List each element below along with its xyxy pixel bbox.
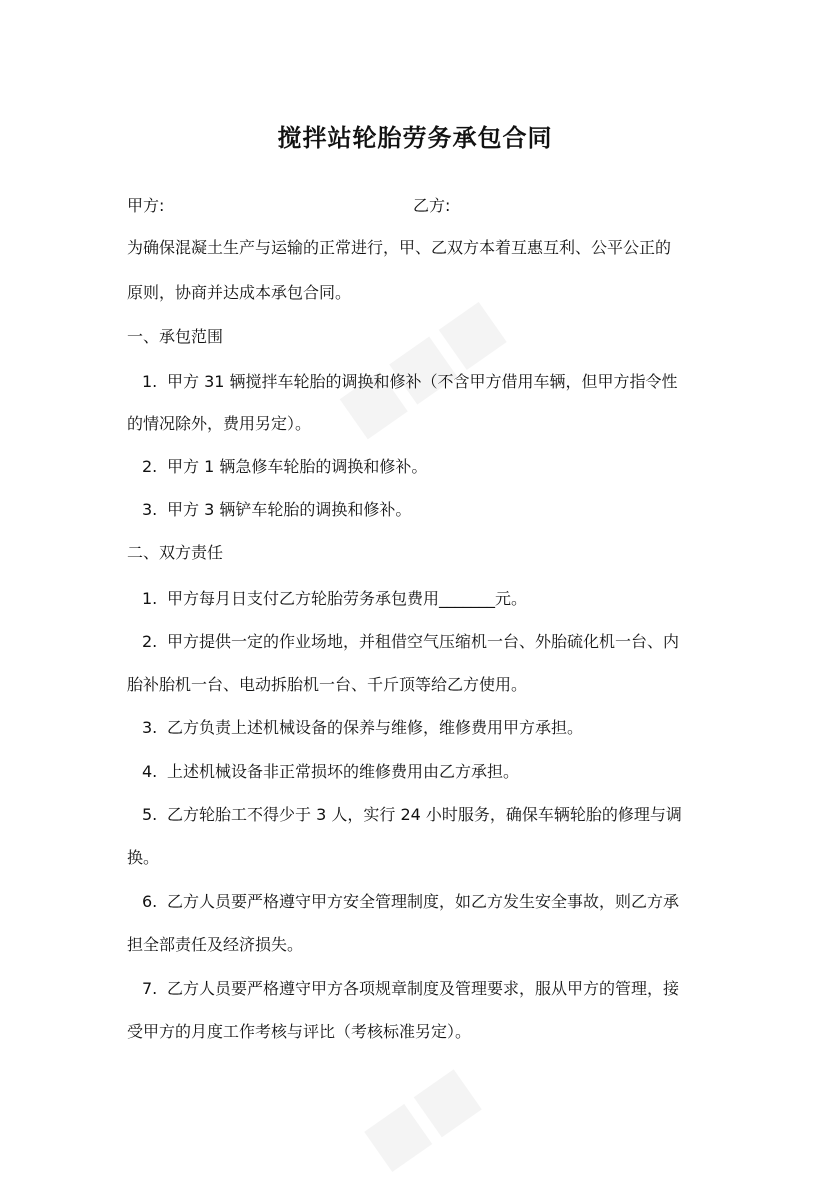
item-continuation: 担全部责任及经济损失。 [127, 935, 304, 954]
item-continuation: 受甲方的月度工作考核与评比（考核标准另定）。 [127, 1022, 472, 1041]
item-number: 7. [142, 979, 158, 998]
list-item [142, 457, 427, 477]
item-text: 上述机械设备非正常损坏的维修费用由乙方承担。 [167, 762, 520, 781]
item-number: 6. [142, 892, 158, 911]
item-continuation: 换。 [127, 848, 160, 867]
item-number: 1. [142, 589, 158, 608]
item-text: 甲方 3 辆铲车轮胎的调换和修补。 [167, 500, 412, 519]
list-item [142, 500, 411, 520]
list-item [142, 762, 519, 782]
list-item [142, 589, 527, 609]
item-number: 3. [142, 500, 158, 519]
item-continuation: 的情况除外，费用另定）。 [127, 414, 312, 433]
item-text: 甲方 31 辆搅拌车轮胎的调换和修补（不含甲方借用车辆，但甲方指令性 [167, 372, 678, 391]
item-number: 4. [142, 762, 158, 781]
item-number: 1. [142, 372, 158, 391]
section-heading: 一、承包范围 [127, 327, 224, 346]
item-text: 甲方 1 辆急修车轮胎的调换和修补。 [167, 457, 428, 476]
item-text: 乙方人员要严格遵守甲方各项规章制度及管理要求，服从甲方的管理，接 [167, 979, 680, 998]
item-continuation: 胎补胎机一台、电动拆胎机一台、千斤顶等给乙方使用。 [127, 675, 528, 694]
list-item [142, 979, 679, 999]
party-a-label: 甲方: [127, 196, 165, 215]
party-b-label: 乙方: [413, 196, 451, 215]
list-item [142, 372, 678, 392]
page-title: 搅拌站轮胎劳务承包合同 [277, 123, 553, 152]
item-text: 乙方人员要严格遵守甲方安全管理制度，如乙方发生安全事故，则乙方承 [167, 892, 680, 911]
item-text: 甲方每月日支付乙方轮胎劳务承包费用_______元。 [167, 589, 528, 608]
intro-line: 原则，协商并达成本承包合同。 [127, 283, 352, 302]
item-number: 2. [142, 457, 158, 476]
item-number: 2. [142, 632, 158, 651]
list-item [142, 718, 583, 738]
item-number: 3. [142, 718, 158, 737]
item-text: 乙方负责上述机械设备的保养与维修，维修费用甲方承担。 [167, 718, 584, 737]
item-text: 乙方轮胎工不得少于 3 人，实行 24 小时服务，确保车辆轮胎的修理与调 [167, 805, 682, 824]
item-number: 5. [142, 805, 158, 824]
list-item [142, 892, 679, 912]
section-heading: 二、双方责任 [127, 543, 224, 562]
list-item [142, 632, 679, 652]
watermark-logo [350, 1052, 492, 1182]
watermark-logo [325, 285, 516, 450]
item-text: 甲方提供一定的作业场地，并租借空气压缩机一台、外胎硫化机一台、内 [167, 632, 680, 651]
list-item [142, 805, 682, 825]
intro-line: 为确保混凝土生产与运输的正常进行，甲、乙双方本着互惠互利、公平公正的 [127, 238, 672, 257]
